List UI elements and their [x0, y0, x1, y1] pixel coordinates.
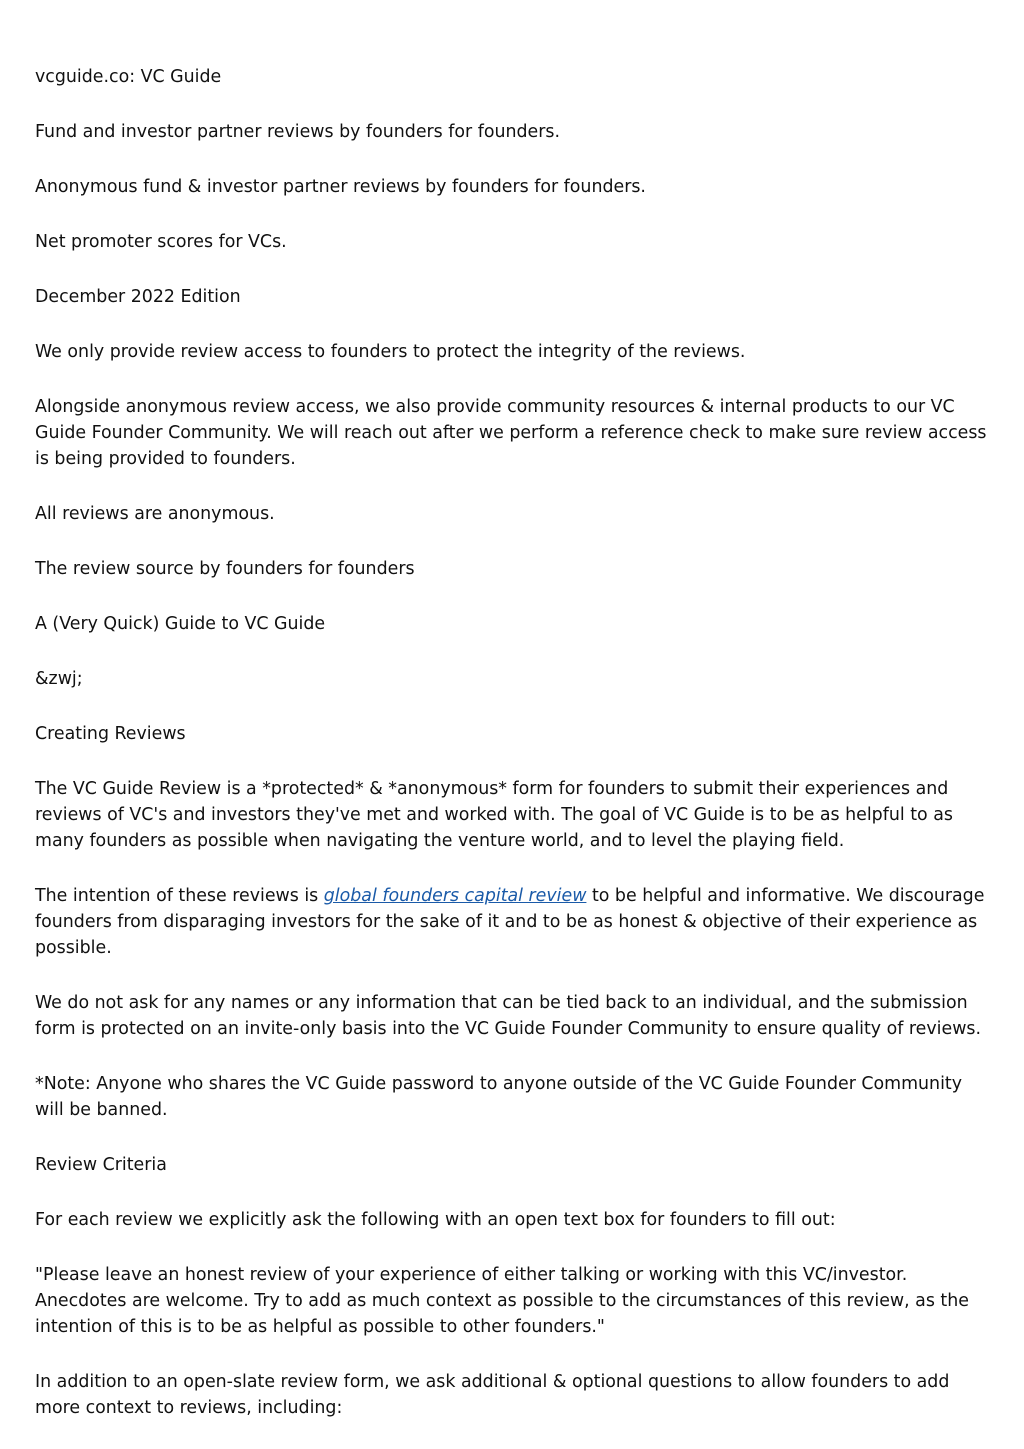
review-form-paragraph: The VC Guide Review is a *protected* & *anonymous* form for founders to submit their experiences and reviews of VC's and investors they've met and worked with. The goal of VC Guide is to be as helpful to as many founders as possible when navigating the venture world, and to level the playing field. — [35, 779, 953, 851]
review-criteria-heading: Review Criteria — [35, 1155, 167, 1175]
site-title: vcguide.co: VC Guide — [35, 67, 222, 87]
criteria-intro: For each review we explicitly ask the following with an open text box for founders to fill out: — [35, 1210, 836, 1230]
global-founders-capital-review-link[interactable]: global founders capital review — [323, 886, 587, 906]
guide-heading: A (Very Quick) Guide to VC Guide — [35, 614, 326, 634]
edition-line: December 2022 Edition — [35, 287, 241, 307]
zwj-entity: &zwj; — [35, 669, 83, 689]
tagline-anonymous: Anonymous fund & investor partner reviews by founders for founders. — [35, 177, 646, 197]
additional-questions-paragraph: In addition to an open-slate review form, we ask additional & optional questions to allow founders to add more context to reviews, including: — [35, 1372, 950, 1418]
access-note: We only provide review access to founders to protect the integrity of the reviews. — [35, 342, 746, 362]
nps-line: Net promoter scores for VCs. — [35, 232, 287, 252]
intention-text-before: The intention of these reviews is — [35, 886, 324, 906]
intention-paragraph — [35, 883, 990, 961]
tagline: Fund and investor partner reviews by founders for founders. — [35, 122, 560, 142]
community-paragraph: Alongside anonymous review access, we also provide community resources & internal products to our VC Guide Founder Community. We will reach out after we perform a reference check to make sure review access is being provided to founders. — [35, 397, 987, 469]
anonymous-note: All reviews are anonymous. — [35, 504, 275, 524]
review-prompt-quote: "Please leave an honest review of your experience of either talking or working with this VC/investor. Anecdotes are welcome. Try to add as much context as possible to the circumstances of this review, as the intention of this is to be as helpful as possible to other founders." — [35, 1265, 969, 1337]
privacy-paragraph: We do not ask for any names or any information that can be tied back to an individual, and the submission form is protected on an invite-only basis into the VC Guide Founder Community to ensure quality of reviews. — [35, 993, 982, 1039]
intention-text-after: to be helpful and informative. We discourage founders from disparaging investors for the sake of it and to be as honest & objective of their experience as possible. — [35, 886, 985, 958]
review-source-line: The review source by founders for founders — [35, 559, 415, 579]
password-note: *Note: Anyone who shares the VC Guide password to anyone outside of the VC Guide Founder Community will be banned. — [35, 1074, 963, 1120]
creating-reviews-heading: Creating Reviews — [35, 724, 186, 744]
